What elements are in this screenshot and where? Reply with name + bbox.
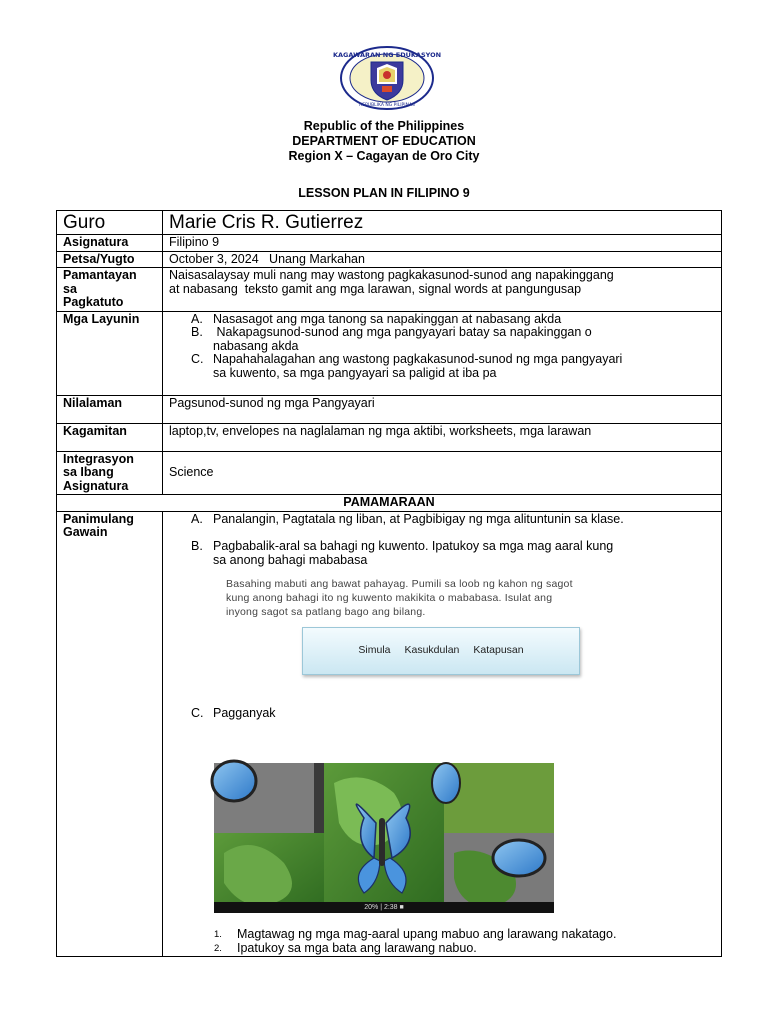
gawain-a-text: Panalangin, Pagtatala ng liban, at Pagbibigay ng mga alituntunin sa klase.	[213, 511, 624, 526]
row-panimulang-gawain	[57, 511, 722, 956]
gawain-list-c	[169, 707, 715, 721]
gawain-b-line-1: Pagbabalik-aral sa bahagi ng kuwento. Ipatukoy sa mga mag aaral kung	[213, 539, 614, 553]
gawain-list	[169, 513, 715, 568]
label-integrasyon-l3: Asignatura	[63, 478, 129, 493]
step-marker-2: 2.	[214, 942, 222, 954]
layunin-marker-a: A.	[191, 311, 203, 326]
gawain-marker-a: A.	[191, 511, 203, 526]
layunin-list	[169, 313, 715, 381]
gawain-item-c	[169, 707, 715, 721]
layunin-marker-c: C.	[191, 352, 204, 366]
steps-list	[169, 927, 715, 955]
label-pamantayan-l2: sa	[63, 281, 77, 296]
deped-seal	[332, 46, 442, 110]
label-pamantayan	[57, 268, 163, 312]
gawain-marker-c: C.	[191, 706, 204, 720]
label-layunin: Mga Layunin	[57, 311, 163, 395]
row-asignatura	[57, 235, 722, 252]
row-layunin	[57, 311, 722, 395]
header-region: Region X – Cagayan de Oro City	[288, 149, 480, 163]
label-panimulang-gawain	[57, 511, 163, 956]
label-guro: Guro	[57, 211, 163, 235]
label-nilalaman: Nilalaman	[57, 395, 163, 423]
butterfly-puzzle-graphic	[214, 763, 554, 913]
label-panimulang-l2: Gawain	[63, 525, 108, 539]
value-pamantayan	[163, 268, 722, 312]
svg-text:KAGAWARAN NG EDUKASYON: KAGAWARAN NG EDUKASYON	[332, 51, 442, 59]
worksheet-line-3: inyong sagot sa patlang bago ang bilang.	[226, 606, 426, 618]
label-asignatura: Asignatura	[57, 235, 163, 252]
value-layunin	[163, 311, 722, 395]
step-text-1: Magtawag ng mga mag-aaral upang mabuo ang larawang nakatago.	[237, 926, 617, 941]
gawain-item-a	[169, 513, 715, 527]
gawain-marker-b: B.	[191, 539, 203, 553]
gawain-c-text: Pagganyak	[213, 706, 276, 720]
row-pamamaraan-heading	[57, 495, 722, 512]
worksheet-line-2: kung anong bahagi ito ng kuwento makikita o mababasa. Isulat ang	[226, 592, 553, 604]
choice-simula: Simula	[358, 644, 391, 657]
gawain-item-b	[169, 540, 715, 567]
step-item-1	[169, 927, 715, 941]
label-petsa: Petsa/Yugto	[57, 251, 163, 268]
row-guro	[57, 211, 722, 235]
choice-katapusan: Katapusan	[473, 644, 524, 657]
layunin-b-line-2: nabasang akda	[213, 338, 299, 353]
value-panimulang-gawain	[163, 511, 722, 956]
header-republic: Republic of the Philippines	[303, 119, 465, 133]
value-petsa: October 3, 2024 Unang Markahan	[163, 251, 722, 268]
row-nilalaman	[57, 395, 722, 423]
butterfly-puzzle-image	[214, 763, 554, 913]
pamantayan-line-2: at nabasang teksto gamit ang mga larawan, signal words at pangungusap	[169, 281, 582, 296]
worksheet-line-1: Basahing mabuti ang bawat pahayag. Pumili sa loob ng kahon ng sagot	[226, 578, 573, 590]
pamantayan-line-1: Naisasalaysay muli nang may wastong pagkakasunod-sunod ang napakinggang	[169, 268, 614, 282]
svg-text:REPUBLIKA NG PILIPINAS: REPUBLIKA NG PILIPINAS	[359, 103, 415, 108]
pamamaraan-heading: PAMAMARAAN	[57, 495, 722, 512]
layunin-b-line-1: Nakapagsunod-sunod ang mga pangyayari batay sa napakinggan o	[213, 325, 592, 339]
label-panimulang-l1: Panimulang	[63, 511, 134, 526]
gawain-b-line-2: sa anong bahagi mababasa	[213, 552, 368, 567]
layunin-item-b	[169, 326, 715, 353]
label-integrasyon	[57, 451, 163, 495]
value-kagamitan: laptop,tv, envelopes na naglalaman ng mga aktibi, worksheets, mga larawan	[163, 423, 722, 451]
label-pamantayan-l3: Pagkatuto	[63, 295, 124, 309]
lesson-plan-title: LESSON PLAN IN FILIPINO 9	[298, 186, 470, 200]
layunin-c-line-2: sa kuwento, sa mga pangyayari sa paligid at iba pa	[213, 365, 497, 380]
step-marker-1: 1.	[214, 928, 222, 940]
value-nilalaman: Pagsunod-sunod ng mga Pangyayari	[163, 395, 722, 423]
choices-box	[302, 627, 580, 675]
value-guro: Marie Cris R. Gutierrez	[163, 211, 722, 235]
lesson-plan-table	[56, 210, 722, 957]
layunin-item-c	[169, 353, 715, 380]
step-item-2	[169, 941, 715, 955]
label-integrasyon-l1: Integrasyon	[63, 451, 134, 466]
row-integrasyon	[57, 451, 722, 495]
layunin-c-line-1: Napahahalagahan ang wastong pagkakasunod-sunod ng mga pangyayari	[213, 352, 623, 366]
layunin-marker-b: B.	[191, 325, 203, 339]
value-asignatura: Filipino 9	[163, 235, 722, 252]
value-integrasyon: Science	[163, 451, 722, 495]
label-pamantayan-l1: Pamantayan	[63, 268, 137, 282]
layunin-item-a	[169, 313, 715, 327]
step-text-2: Ipatukoy sa mga bata ang larawang nabuo.	[237, 940, 477, 955]
label-kagamitan: Kagamitan	[57, 423, 163, 451]
row-kagamitan	[57, 423, 722, 451]
choice-kasukdulan: Kasukdulan	[404, 644, 460, 657]
worksheet-image	[226, 577, 715, 675]
row-pamantayan	[57, 268, 722, 312]
row-petsa	[57, 251, 722, 268]
header-department: DEPARTMENT OF EDUCATION	[292, 134, 476, 148]
label-integrasyon-l2: sa Ibang	[63, 465, 114, 479]
layunin-a-line-1: Nasasagot ang mga tanong sa napakinggan at nabasang akda	[213, 311, 562, 326]
video-progress-bar: 20% | 2:38 ■	[214, 902, 554, 913]
